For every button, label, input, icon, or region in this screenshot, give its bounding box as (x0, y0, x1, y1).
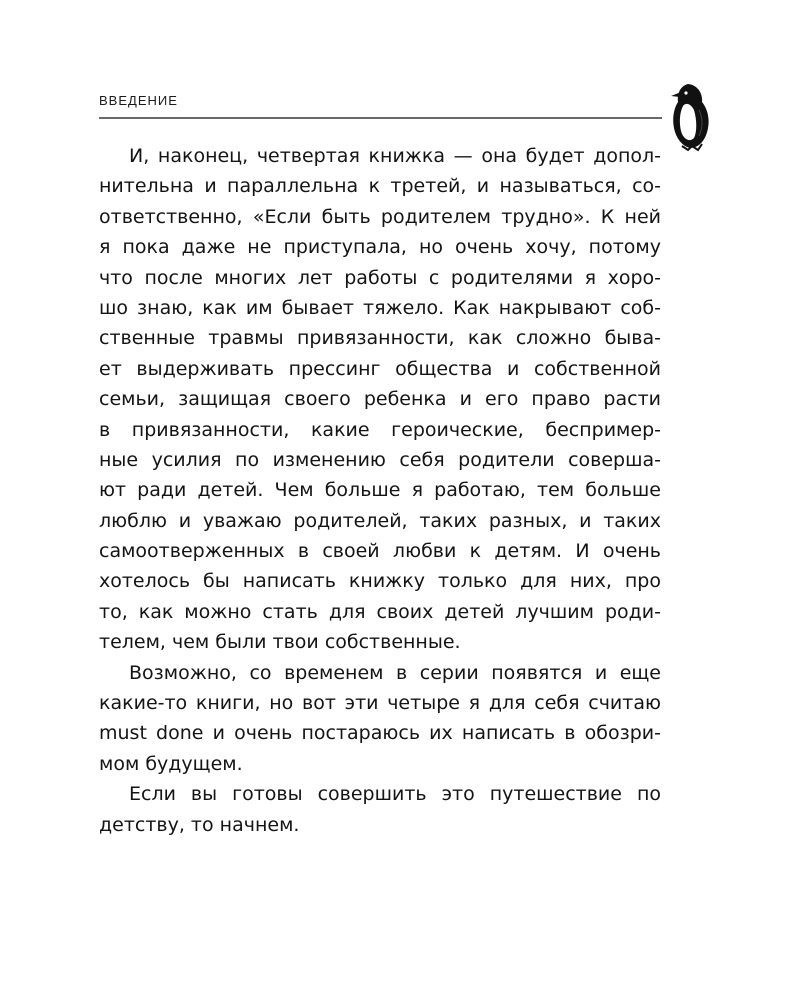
text-line: какие-то книги, но вот эти четыре я для себя считаю (99, 692, 661, 715)
text-line: must done и очень постараюсь их написать в обозри- (99, 722, 661, 745)
text-line: люблю и уважаю родителей, таких разных, и таких (99, 509, 661, 532)
text-line: то, как можно стать для своих детей лучшим роди- (99, 600, 661, 623)
text-line: я пока даже не приступала, но очень хочу, потому (99, 236, 661, 259)
text-line: ют ради детей. Чем больше я работаю, тем больше (99, 479, 661, 502)
text-line: семьи, защищая своего ребенка и его право расти (99, 388, 661, 411)
text-line: что после многих лет работы с родителями я хоро- (99, 266, 661, 289)
text-line: Если вы готовы совершить это путешествие по (129, 783, 661, 806)
text-line: ственные травмы привязанности, как сложно быва- (99, 327, 661, 350)
text-line: самоотверженных в своей любви к детям. И очень (99, 540, 661, 563)
text-line: Возможно, со временем в серии появятся и еще (129, 661, 661, 684)
running-head: ВВЕДЕНИЕ (99, 93, 178, 108)
text-line: ответственно, «Если быть родителем трудно». К ней (99, 205, 661, 228)
header-rule (99, 117, 662, 119)
text-line: шо знаю, как им бывает тяжело. Как накрывают соб- (99, 296, 661, 319)
text-line: ет выдерживать прессинг общества и собственной (99, 357, 661, 380)
text-line: телем, чем были твои собственные. (99, 631, 461, 654)
text-line: ные усилия по изменению себя родители соверша- (99, 448, 661, 471)
text-line: в привязанности, какие героические, беспример- (99, 418, 661, 441)
text-line: И, наконец, четвертая книжка — она будет допол- (129, 145, 661, 167)
penguin-icon (668, 80, 712, 152)
body-text (99, 141, 661, 840)
text-line: детству, то начнем. (99, 813, 300, 836)
text-line: хотелось бы написать книжку только для них, про (99, 570, 661, 593)
text-line: нительна и параллельна к третей, и называться, со- (99, 175, 661, 198)
text-line: мом будущем. (99, 752, 243, 775)
